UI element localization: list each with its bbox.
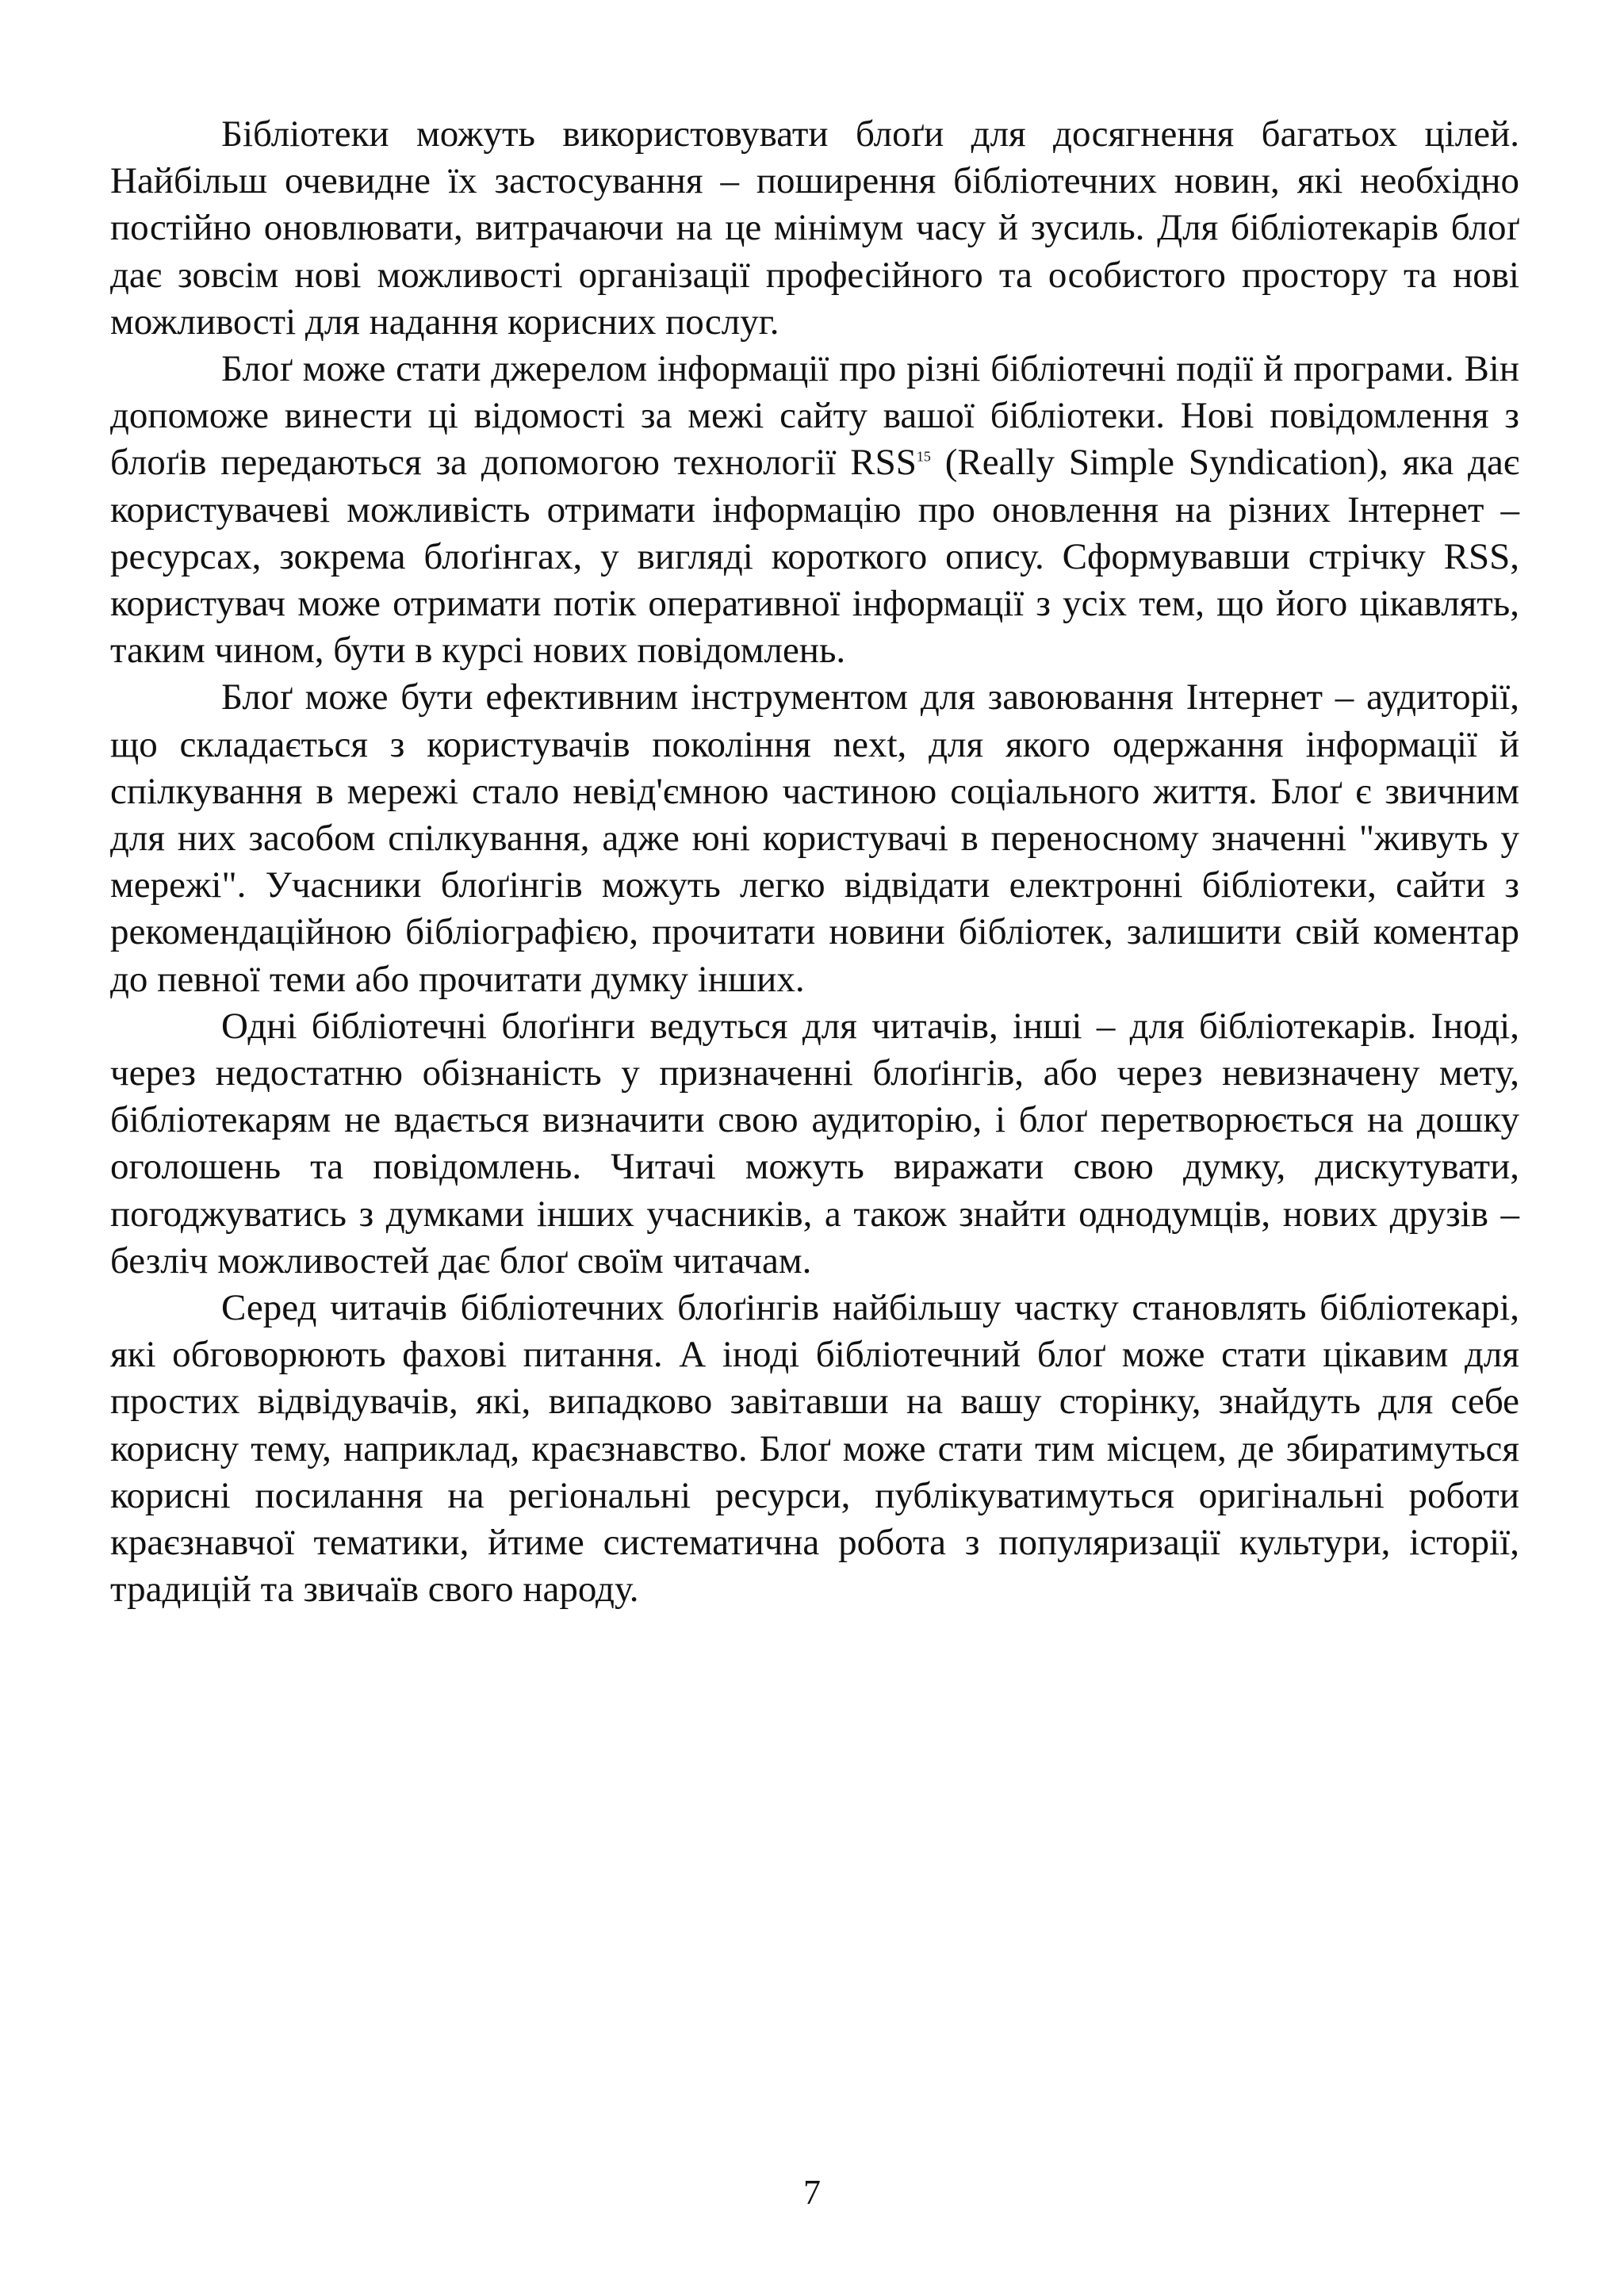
footnote-reference: 15	[916, 448, 931, 465]
paragraph-2-text-before: Блоґ може стати джерелом інформації про різні бібліотечні події й програми. Він допоможе винести ці відомості за межі сайту вашої бібліотеки. Нові повідомлення з блоґів передаються за допомогою технології RSS	[110, 348, 1519, 484]
paragraph-2	[110, 346, 1519, 674]
paragraph-4: Одні бібліотечні блоґінги ведуться для читачів, інші – для бібліотекарів. Іноді, через недостатню обізнаність у призначенні блоґінгів, або через невизначену мету, бібліотекарям не вдається визначити свою аудиторію, і блоґ перетворюється на дошку оголошень та повідомлень. Читачі можуть виражати свою думку, дискутувати, погоджуватись з думками інших учасників, а також знайти однодумців, нових друзів – безліч можливостей дає блоґ своїм читачам.	[110, 1005, 1519, 1282]
paragraph-2-text-after: (Really Simple Syndication), яка дає користувачеві можливість отримати інформацію про оновлення на різних Інтернет – ресурсах, зокрема блоґінгах, у вигляді короткого опису. Сформувавши стрічку RSS, користувач може отримати потік оперативної інформації з усіх тем, що його цікавлять, таким чином, бути в курсі нових повідомлень.	[110, 442, 1519, 672]
paragraph-1: Бібліотеки можуть використовувати блоґи для досягнення багатьох цілей. Найбільш очевидне їх застосування – поширення бібліотечних новин, які необхідно постійно оновлювати, витрачаючи на це мінімум часу й зусиль. Для бібліотекарів блоґ дає зовсім нові можливості організації професійного та особистого простору та нові можливості для надання корисних послуг.	[110, 113, 1519, 343]
document-body	[110, 111, 1519, 1614]
page-number: 7	[803, 2173, 821, 2212]
paragraph-5: Серед читачів бібліотечних блоґінгів найбільшу частку становлять бібліотекарі, які обговорюють фахові питання. А іноді бібліотечний блоґ може стати цікавим для простих відвідувачів, які, випадково завітавши на вашу сторінку, знайдуть для себе корисну тему, наприклад, краєзнавство. Блоґ може стати тим місцем, де збиратимуться корисні посилання на регіональні ресурси, публікуватимуться оригінальні роботи краєзнавчої тематики, йтиме систематична робота з популяризації культури, історії, традицій та звичаїв свого народу.	[110, 1287, 1519, 1611]
paragraph-3: Блоґ може бути ефективним інструментом для завоювання Інтернет – аудиторії, що складається з користувачів покоління next, для якого одержання інформації й спілкування в мережі стало невід'ємною частиною соціального життя. Блоґ є звичним для них засобом спілкування, адже юні користувачі в переносному значенні "живуть у мережі". Учасники блоґінгів можуть легко відвідати електронні бібліотеки, сайти з рекомендаційною бібліографією, прочитати новини бібліотек, залишити свій коментар до певної теми або прочитати думку інших.	[110, 676, 1519, 1000]
